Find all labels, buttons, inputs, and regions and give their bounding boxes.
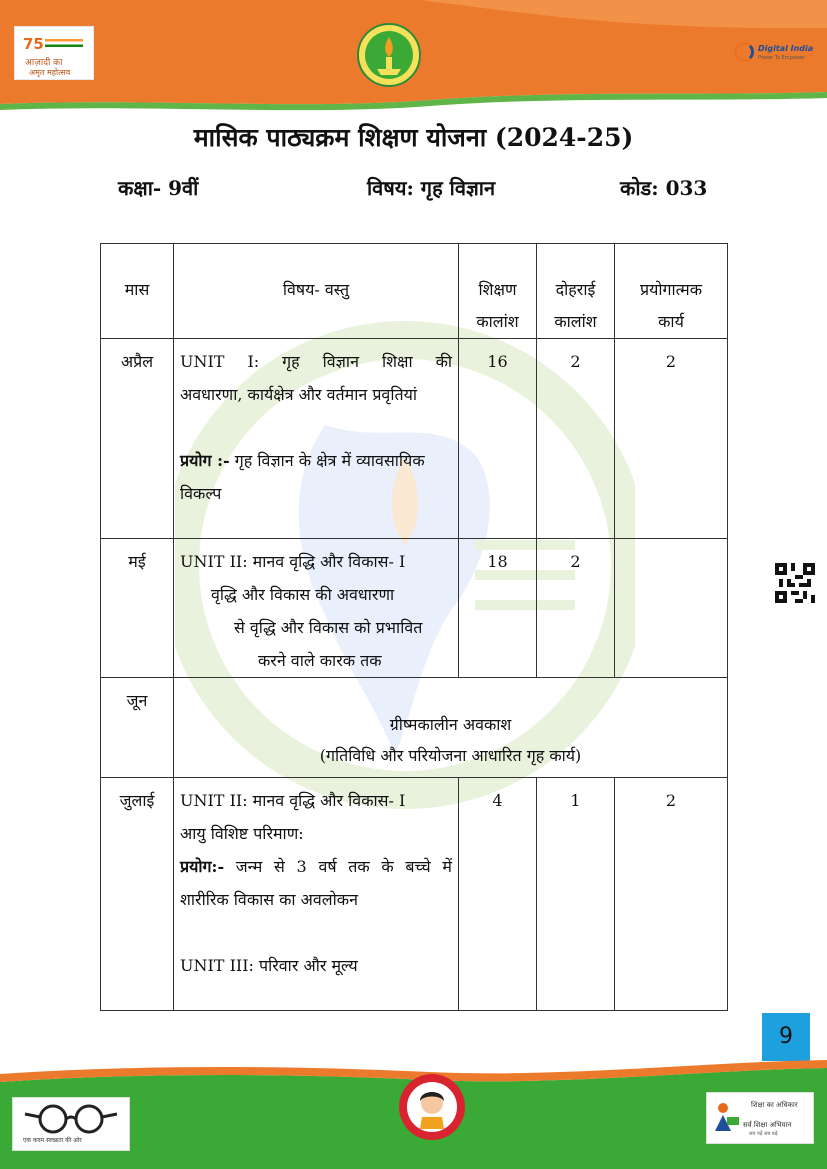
table-header-row — [101, 244, 728, 339]
board-emblem-icon — [357, 23, 421, 87]
month-header: मास — [101, 244, 174, 339]
revision-cell: 2 — [537, 339, 615, 539]
table-row — [101, 539, 728, 678]
table-row — [101, 678, 728, 778]
subject-label: विषय: गृह विज्ञान — [367, 176, 496, 200]
digital-india-logo: Digital India Power To Empower — [734, 38, 814, 68]
content-header: विषय- वस्तु — [174, 244, 459, 339]
practical-work-header: प्रयोगात्मक कार्य — [615, 244, 728, 339]
content-cell: UNIT II: मानव वृद्धि और विकास- I आयु विशिष्ट परिमाण: प्रयोग:- जन्म से 3 वर्ष तक के बच्चे में शारीरिक विकास का अवलोकन UNIT III: परिवार और मूल्य — [174, 778, 459, 1011]
beti-bachao-logo-icon — [398, 1073, 466, 1141]
revision-cell: 1 — [537, 778, 615, 1011]
glasses-icon — [23, 1104, 119, 1134]
revision-cell: 2 — [537, 539, 615, 678]
month-cell: अप्रैल — [101, 339, 174, 539]
table-row — [101, 339, 728, 539]
practical-cell: 2 — [615, 339, 728, 539]
vacation-cell: ग्रीष्मकालीन अवकाश (गतिविधि और परियोजना आधारित गृह कार्य) — [174, 678, 728, 778]
digital-india-icon — [734, 42, 754, 62]
flag-icon — [45, 39, 83, 47]
page-title: मासिक पाठ्यक्रम शिक्षण योजना (2024-25) — [193, 123, 634, 152]
right-to-education-logo: शिक्षा का अधिकार सर्व शिक्षा अभियान सब पढ़ें सब बढ़ें — [706, 1092, 814, 1144]
table-row — [101, 778, 728, 1011]
content-cell: UNIT I: गृह विज्ञान शिक्षा की अवधारणा, कार्यक्षेत्र और वर्तमान प्रवृतियां प्रयोग :- गृह विज्ञान के क्षेत्र में व्यावसायिक विकल्प — [174, 339, 459, 539]
teaching-cell: 4 — [459, 778, 537, 1011]
class-label: कक्षा- 9वीं — [118, 176, 199, 200]
teaching-cell: 18 — [459, 539, 537, 678]
practical-cell — [615, 539, 728, 678]
content-cell: UNIT II: मानव वृद्धि और विकास- I वृद्धि और विकास की अवधारणा से वृद्धि और विकास को प्रभावित करने वाले कारक तक — [174, 539, 459, 678]
month-cell: जुलाई — [101, 778, 174, 1011]
teaching-cell: 16 — [459, 339, 537, 539]
children-reading-icon — [713, 1101, 741, 1135]
practical-cell: 2 — [615, 778, 728, 1011]
month-cell: मई — [101, 539, 174, 678]
syllabus-table — [100, 243, 728, 1011]
swachh-bharat-logo: एक कदम स्वच्छता की ओर — [12, 1097, 130, 1151]
month-cell: जून — [101, 678, 174, 778]
code-label: कोड: 033 — [620, 176, 708, 200]
teaching-periods-header: शिक्षण कालांश — [459, 244, 537, 339]
revision-periods-header: दोहराई कालांश — [537, 244, 615, 339]
qr-code-icon — [775, 563, 815, 603]
azadi-ka-amrit-mahotsav-logo: 75 आज़ादी का अमृत महोत्सव — [14, 26, 94, 80]
page-number: 9 — [762, 1013, 810, 1061]
